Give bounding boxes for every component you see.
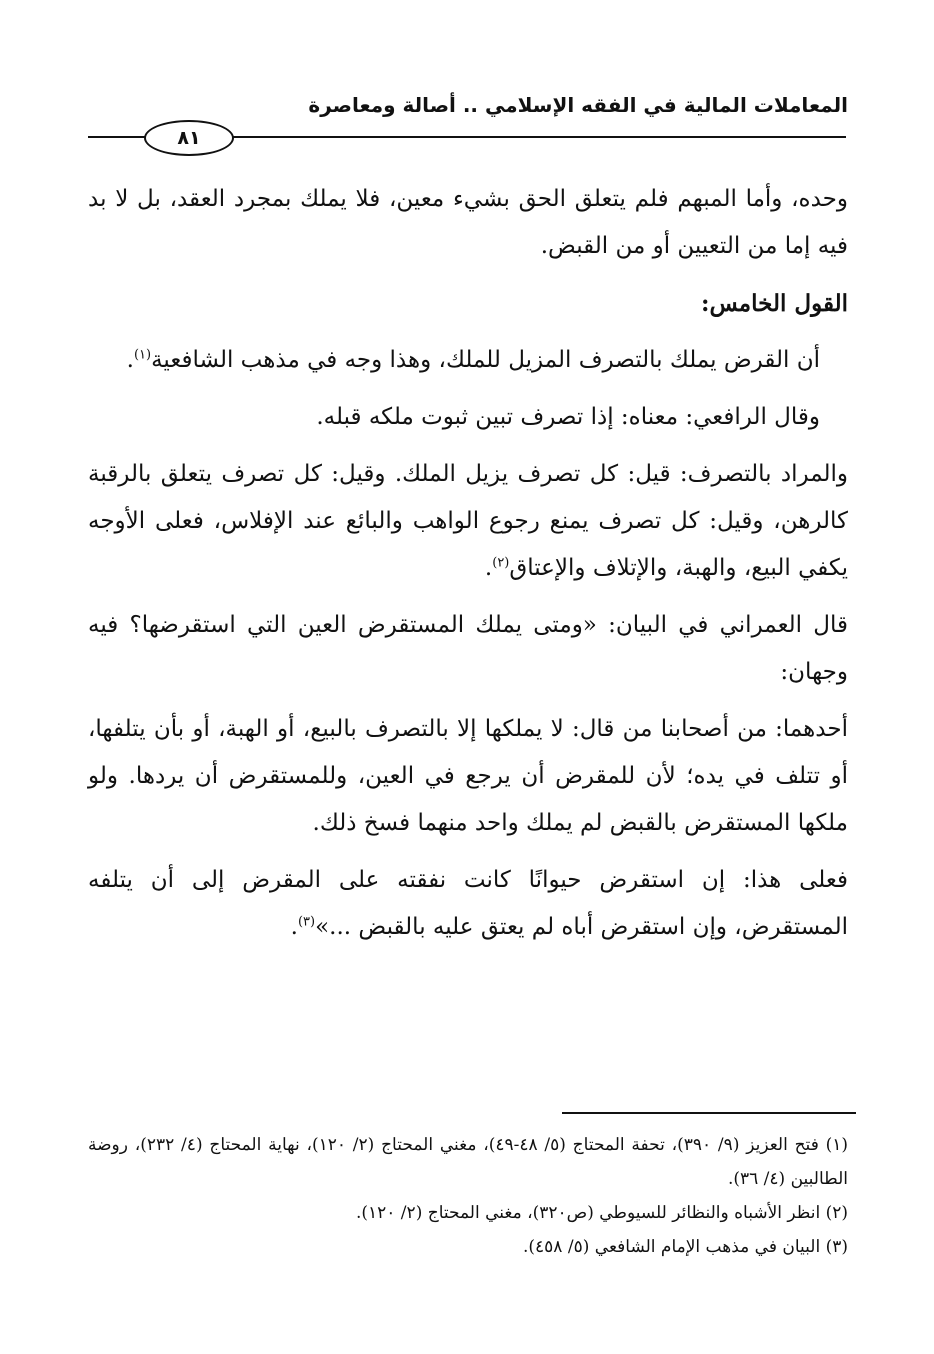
paragraph-6: أحدهما: من أصحابنا من قال: لا يملكها إلا بالتصرف بالبيع، أو الهبة، أو بأن يتلفها، أو تتلف في يده؛ لأن للمقرض أن يرجع في العين، وللمستقرض أن يردها. ولو ملكها المستقرض بالقبض لم يملك واحد منهما فسخ ذلك.: [88, 716, 848, 836]
footnotes: [88, 1128, 848, 1264]
footnote-2: (٢) انظر الأشباه والنظائر للسيوطي (ص٣٢٠)، مغني المحتاج (٢/ ١٢٠).: [355, 1203, 848, 1223]
footnote-ref-2: (٢): [492, 555, 510, 571]
paragraph-2: [88, 337, 848, 384]
running-title: المعاملات المالية في الفقه الإسلامي .. أصالة ومعاصرة: [308, 93, 848, 117]
paragraph-3: وقال الرافعي: معناه: إذا تصرف تبين ثبوت ملكه قبله.: [316, 404, 820, 430]
footnote-separator: [562, 1112, 856, 1114]
paragraph-4: [88, 451, 848, 592]
paragraph-4-end: .: [484, 555, 493, 581]
footnote-1: (١) فتح العزيز (٩/ ٣٩٠)، تحفة المحتاج (٥/ ٤٨-٤٩)، مغني المحتاج (٢/ ١٢٠)، نهاية المحتاج (٤/ ٢٣٢)، روضة الطالبين (٤/ ٣٦).: [88, 1135, 849, 1189]
page-number: ٨١: [144, 120, 234, 156]
paragraph-4-text: والمراد بالتصرف: قيل: كل تصرف يزيل الملك. وقيل: كل تصرف يتعلق بالرقبة كالرهن، وقيل: كل تصرف يمنع رجوع الواهب والبائع عند الإفلاس، فعلى الأوجه يكفي البيع، والهبة، والإتلاف والإعتاق: [88, 461, 848, 581]
paragraph-1: وحده، وأما المبهم فلم يتعلق الحق بشيء معين، فلا يملك بمجرد العقد، بل لا بد فيه إما من التعيين أو من القبض.: [88, 186, 848, 259]
paragraph-7: [88, 857, 848, 951]
footnote-ref-1: (١): [133, 347, 152, 363]
paragraph-5: قال العمراني في البيان: «ومتى يملك المستقرض العين التي استقرضها؟ فيه وجهان:: [88, 612, 848, 685]
paragraph-2-text: أن القرض يملك بالتصرف المزيل للملك، وهذا وجه في مذهب الشافعية: [151, 347, 820, 373]
main-text: [88, 176, 848, 961]
section-heading: القول الخامس:: [700, 290, 848, 317]
footnote-ref-3: (٣): [297, 914, 316, 930]
paragraph-7-end: .: [290, 914, 298, 940]
footnote-3: (٣) البيان في مذهب الإمام الشافعي (٥/ ٤٥٨).: [523, 1237, 848, 1257]
paragraph-7-text: فعلى هذا: إن استقرض حيوانًا كانت نفقته على المقرض إلى أن يتلفه المستقرض، وإن استقرض أباه لم يعتق عليه بالقبض ...»: [88, 867, 848, 940]
paragraph-2-end: .: [126, 347, 134, 373]
